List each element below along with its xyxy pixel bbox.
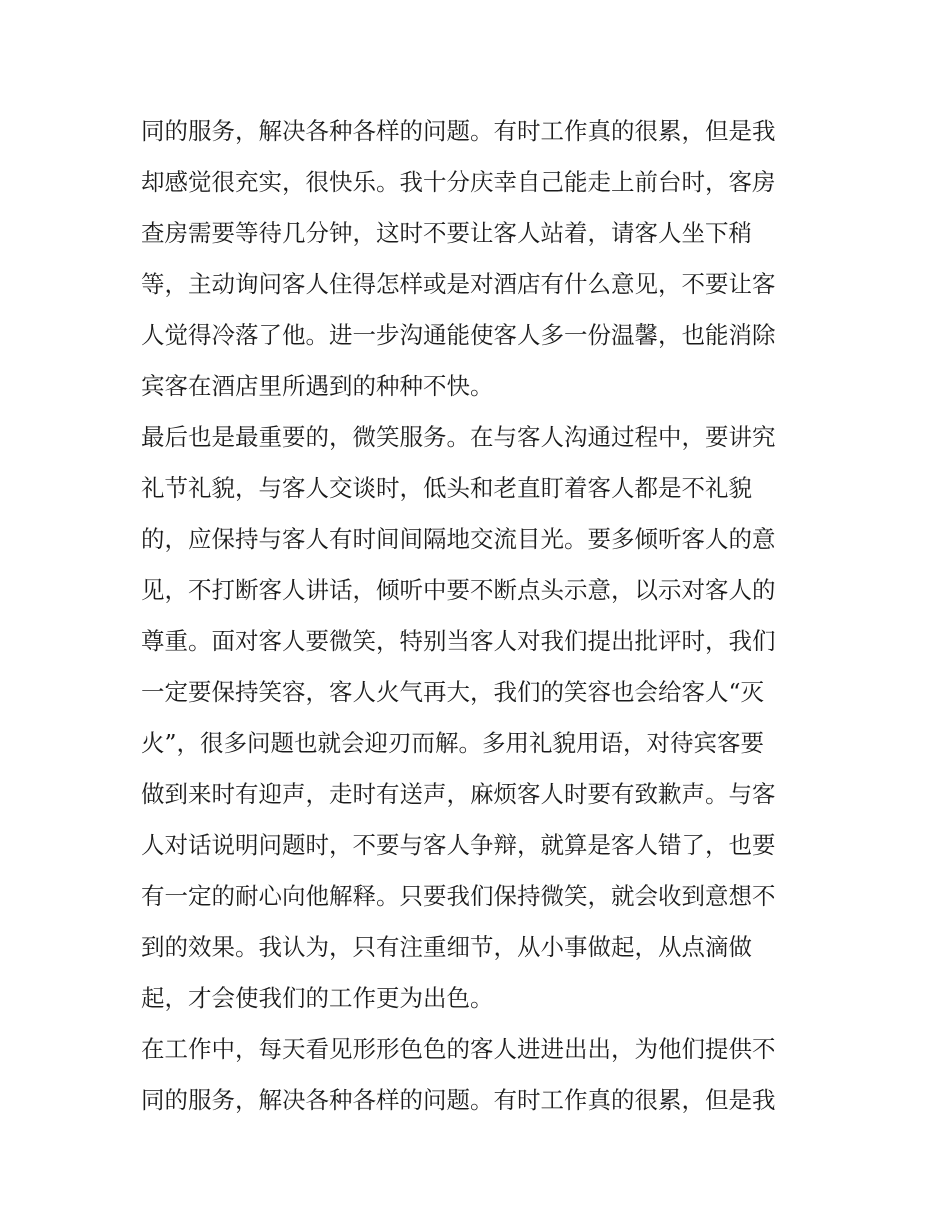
text-line: 尊重。面对客人要微笑，特别当客人对我们提出批评时，我们 <box>141 627 776 655</box>
text-line: 做到来时有迎声，走时有送声，麻烦客人时要有致歉声。与客 <box>141 780 776 808</box>
body-text <box>141 106 821 1126</box>
text-line: 人觉得冷落了他。进一步沟通能使客人多一份温馨，也能消除 <box>141 321 776 349</box>
text-line: 人对话说明问题时，不要与客人争辩，就算是客人错了，也要 <box>141 831 776 859</box>
text-line: 的，应保持与客人有时间间隔地交流目光。要多倾听客人的意 <box>141 525 776 553</box>
text-line: 在工作中，每天看见形形色色的客人进进出出，为他们提供不 <box>141 1035 776 1063</box>
text-line: 同的服务，解决各种各样的问题。有时工作真的很累，但是我 <box>141 117 776 145</box>
text-line: 礼节礼貌，与客人交谈时，低头和老直盯着客人都是不礼貌 <box>141 474 752 502</box>
text-line: 最后也是最重要的，微笑服务。在与客人沟通过程中，要讲究 <box>141 423 776 451</box>
text-line: 起，才会使我们的工作更为出色。 <box>141 984 494 1012</box>
text-line: 等，主动询问客人住得怎样或是对酒店有什么意见，不要让客 <box>141 270 776 298</box>
text-line: 查房需要等待几分钟，这时不要让客人站着，请客人坐下稍 <box>141 219 752 247</box>
text-line: 一定要保持笑容，客人火气再大，我们的笑容也会给客人“灭 <box>141 678 765 706</box>
text-line: 同的服务，解决各种各样的问题。有时工作真的很累，但是我 <box>141 1086 776 1114</box>
text-line: 见，不打断客人讲话，倾听中要不断点头示意，以示对客人的 <box>141 576 776 604</box>
text-line: 有一定的耐心向他解释。只要我们保持微笑，就会收到意想不 <box>141 882 776 910</box>
text-line: 宾客在酒店里所遇到的种种不快。 <box>141 372 494 400</box>
text-line: 到的效果。我认为，只有注重细节，从小事做起，从点滴做 <box>141 933 752 961</box>
text-line: 火”，很多问题也就会迎刃而解。多用礼貌用语，对待宾客要 <box>141 729 765 757</box>
text-line: 却感觉很充实，很快乐。我十分庆幸自己能走上前台时，客房 <box>141 168 776 196</box>
